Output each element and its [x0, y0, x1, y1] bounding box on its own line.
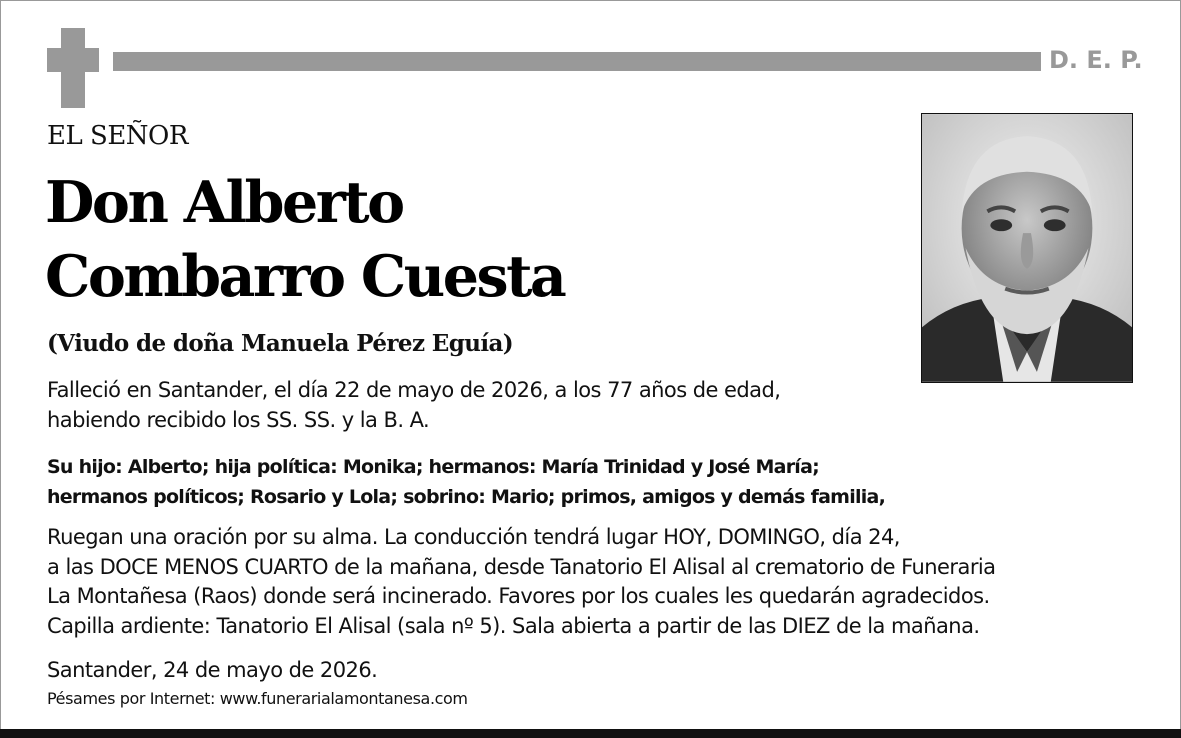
header-rule: [113, 52, 1041, 71]
death-paragraph: [47, 376, 780, 435]
family-line-1: Su hijo: Alberto; hija política: Monika; hermanos: María Trinidad y José María;: [47, 456, 819, 478]
deceased-name: [45, 166, 564, 314]
service-line-3: La Montañesa (Raos) donde será incinerado. Favores por los cuales les quedarán agradecidos.: [47, 584, 990, 608]
service-paragraph: [47, 523, 996, 641]
service-line-4: Capilla ardiente: Tanatorio El Alisal (sala nº 5). Sala abierta a partir de las DIEZ de la mañana.: [47, 613, 980, 638]
death-line-2: habiendo recibido los SS. SS. y la B. A.: [47, 407, 430, 432]
death-line-1: Falleció en Santander, el día 22 de mayo de 2026, a los 77 años de edad,: [47, 378, 781, 402]
family-paragraph: [47, 452, 885, 512]
condolence-website: Pésames por Internet: www.funerarialamontanesa.com: [47, 689, 468, 708]
bottom-rule: [0, 729, 1181, 738]
service-line-1: Ruegan una oración por su alma. La conducción tendrá lugar HOY, DOMINGO, día 24,: [47, 525, 900, 549]
name-line-2: Combarro Cuesta: [45, 243, 565, 310]
cross-icon: [47, 28, 99, 108]
dep-label: D. E. P.: [1049, 46, 1143, 74]
portrait-photo: [921, 113, 1133, 383]
name-line-1: Don Alberto: [45, 169, 403, 236]
place-date: Santander, 24 de mayo de 2026.: [47, 658, 378, 682]
service-line-2: a las DOCE MENOS CUARTO de la mañana, desde Tanatorio El Alisal al crematorio de Funeraria: [47, 554, 996, 579]
family-line-2: hermanos políticos; Rosario y Lola; sobrino: Mario; primos, amigos y demás familia,: [47, 486, 886, 508]
widower-note: (Viudo de doña Manuela Pérez Eguía): [47, 330, 514, 357]
honorific: EL SEÑOR: [47, 121, 188, 151]
